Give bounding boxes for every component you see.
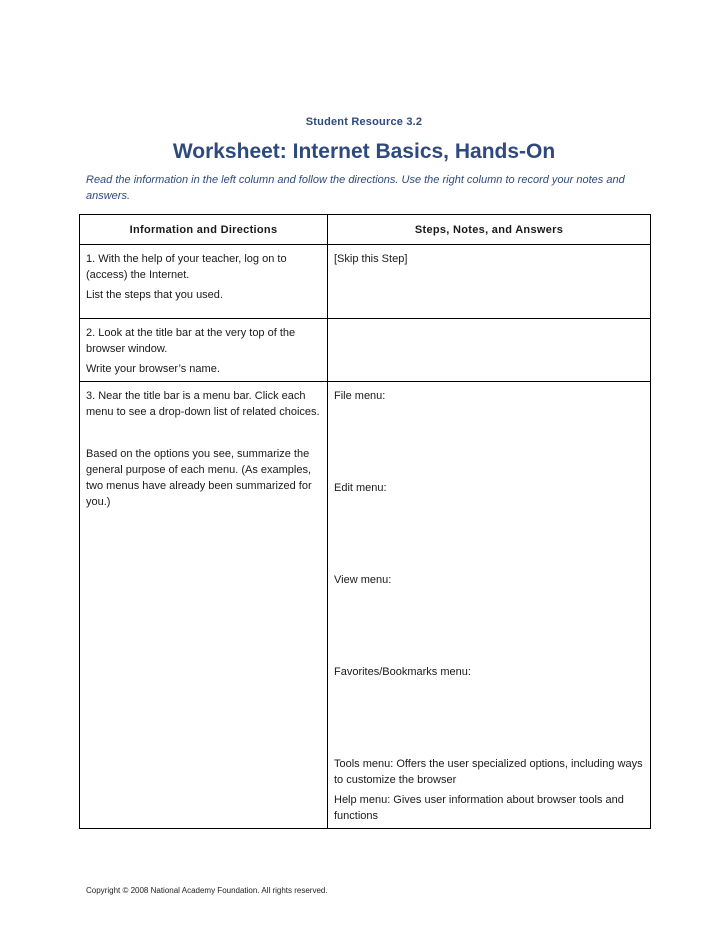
directions-cell [80,319,328,382]
step2-task: Write your browser’s name. [86,363,220,375]
view-menu-answer: View menu: [334,574,392,586]
resource-label: Student Resource 3.2 [305,116,423,128]
column-header-info: Information and Directions [80,215,328,245]
table-row [80,382,651,829]
directions-cell [80,382,328,829]
step3-task: Based on the options you see, summarize the general purpose of each menu. (As examples, two menus have already been summarized for you.) [86,448,312,508]
intro-text: Read the information in the left column and follow the directions. Use the right column to record your notes and answers. [86,174,625,202]
step2-instruction: 2. Look at the title bar at the very top of the browser window. [86,327,296,355]
answer-cell[interactable] [328,382,651,829]
step1-instruction: 1. With the help of your teacher, log on to (access) the Internet. [86,253,287,281]
directions-cell [80,245,328,319]
worksheet-table [79,214,651,829]
file-menu-answer: File menu: [334,390,386,402]
step1-answer: [Skip this Step] [334,253,408,265]
step3-instruction: 3. Near the title bar is a menu bar. Click each menu to see a drop-down list of related choices. [86,390,320,418]
answer-cell[interactable] [328,245,651,319]
table-row [80,319,651,382]
tools-menu-answer: Tools menu: Offers the user specialized options, including ways to customize the browser [334,758,643,786]
table-row [80,245,651,319]
column-header-answers: Steps, Notes, and Answers [328,215,651,245]
edit-menu-answer: Edit menu: [334,482,387,494]
page-title: Worksheet: Internet Basics, Hands-On [172,140,556,163]
table-header-row [80,215,651,245]
copyright-footer: Copyright © 2008 National Academy Foundation. All rights reserved. [86,886,328,895]
step1-task: List the steps that you used. [86,289,223,301]
answer-cell[interactable] [328,319,651,382]
help-menu-answer: Help menu: Gives user information about browser tools and functions [334,794,624,822]
favorites-menu-answer: Favorites/Bookmarks menu: [334,666,471,678]
